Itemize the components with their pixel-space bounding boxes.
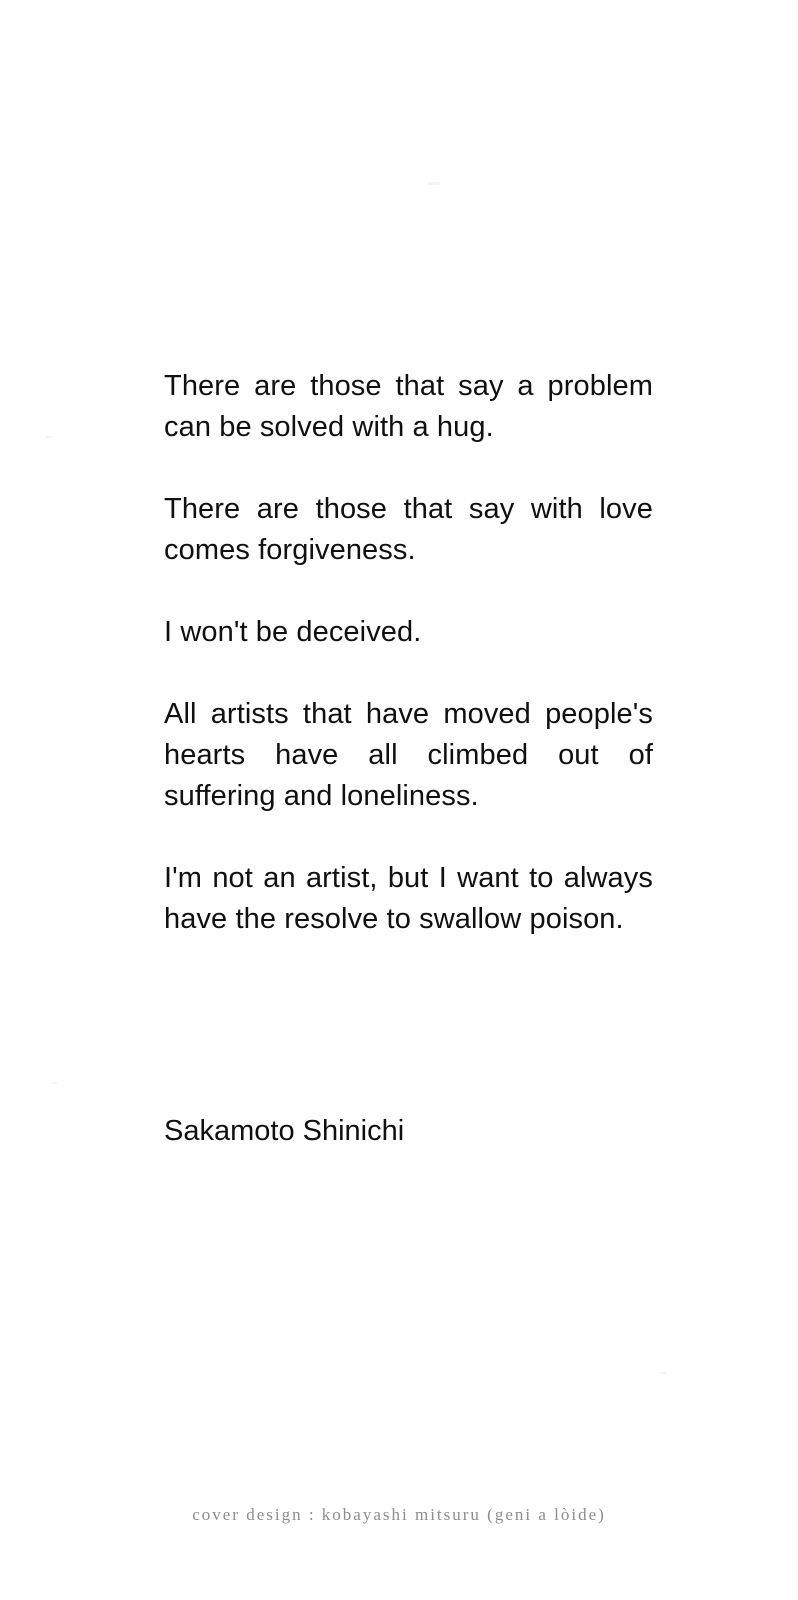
quote-body [164,366,653,940]
paper-speck-icon [52,1082,57,1084]
paragraph: I'm not an artist, but I want to always have the resolve to swallow poison. [164,862,653,935]
author-attribution: Sakamoto Shinichi [164,1115,405,1147]
paragraph: There are those that say a problem can be solved with a hug. [164,370,653,443]
paragraph: I won't be deceived. [164,616,422,648]
paper-speck-icon [428,182,440,185]
paper-speck-icon [46,436,52,438]
paper-speck-icon [660,1372,666,1374]
cover-design-credit: cover design : kobayashi mitsuru (geni a lòide) [192,1505,606,1524]
paragraph: There are those that say with love comes forgiveness. [164,493,653,566]
paragraph: All artists that have moved people's hearts have all climbed out of suffering and loneliness. [164,698,653,812]
